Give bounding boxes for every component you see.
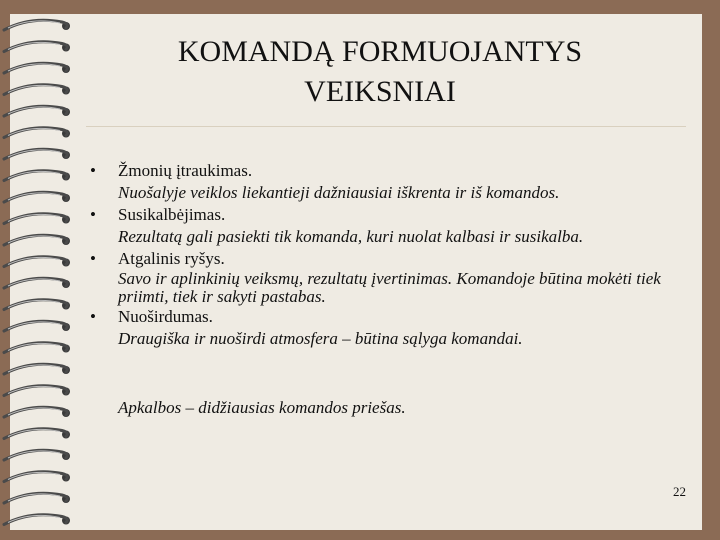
item-heading: Nuoširdumas. — [118, 307, 213, 326]
spiral-ring — [4, 20, 70, 30]
slide-title — [40, 32, 720, 112]
title-divider — [86, 126, 686, 127]
spiral-ring — [4, 343, 70, 353]
bullet-marker: • — [90, 249, 96, 268]
spiral-ring — [4, 171, 70, 181]
spiral-ring — [4, 257, 70, 267]
list-item — [72, 204, 712, 248]
spiral-ring — [4, 235, 70, 245]
bullet-marker: • — [90, 205, 96, 224]
item-description: Nuošalyje veiklos liekantieji dažniausiai iškrenta ir iš komandos. — [118, 183, 560, 202]
bullet-marker: • — [90, 161, 96, 180]
bullet-marker: • — [90, 307, 96, 326]
item-description: Savo ir aplinkinių veiksmų, rezultatų įvertinimas. Komandoje būtina mokėti tiek priimti, tiek ir sakyti pastabas. — [118, 269, 661, 306]
item-heading: Žmonių įtraukimas. — [118, 161, 253, 180]
spiral-ring — [4, 321, 70, 331]
title-line-1: KOMANDĄ FORMUOJANTYS — [177, 35, 583, 68]
spiral-ring — [4, 128, 70, 138]
spiral-ring — [4, 214, 70, 224]
spiral-ring — [4, 364, 70, 374]
spiral-ring — [4, 407, 70, 417]
title-line-2: VEIKSNIAI — [304, 75, 456, 108]
spiral-ring — [4, 472, 70, 482]
spiral-ring — [4, 278, 70, 288]
list-item — [72, 160, 712, 204]
item-heading: Susikalbėjimas. — [118, 205, 226, 224]
spiral-ring — [4, 450, 70, 460]
spiral-ring — [4, 515, 70, 525]
bullet-list — [72, 160, 712, 350]
spiral-ring — [4, 386, 70, 396]
spiral-ring — [4, 429, 70, 439]
spiral-ring — [4, 300, 70, 310]
list-item — [72, 306, 712, 350]
spiral-ring — [4, 192, 70, 202]
item-description: Draugiška ir nuoširdi atmosfera – būtina sąlyga komandai. — [118, 329, 523, 348]
page-number: 22 — [673, 484, 686, 499]
list-item — [72, 248, 712, 306]
spiral-ring — [4, 149, 70, 159]
item-description: Rezultatą gali pasiekti tik komanda, kuri nuolat kalbasi ir susikalba. — [118, 227, 584, 246]
closing-note: Apkalbos – didžiausias komandos priešas. — [118, 398, 406, 417]
item-heading: Atgalinis ryšys. — [118, 249, 225, 268]
spiral-ring — [4, 493, 70, 503]
